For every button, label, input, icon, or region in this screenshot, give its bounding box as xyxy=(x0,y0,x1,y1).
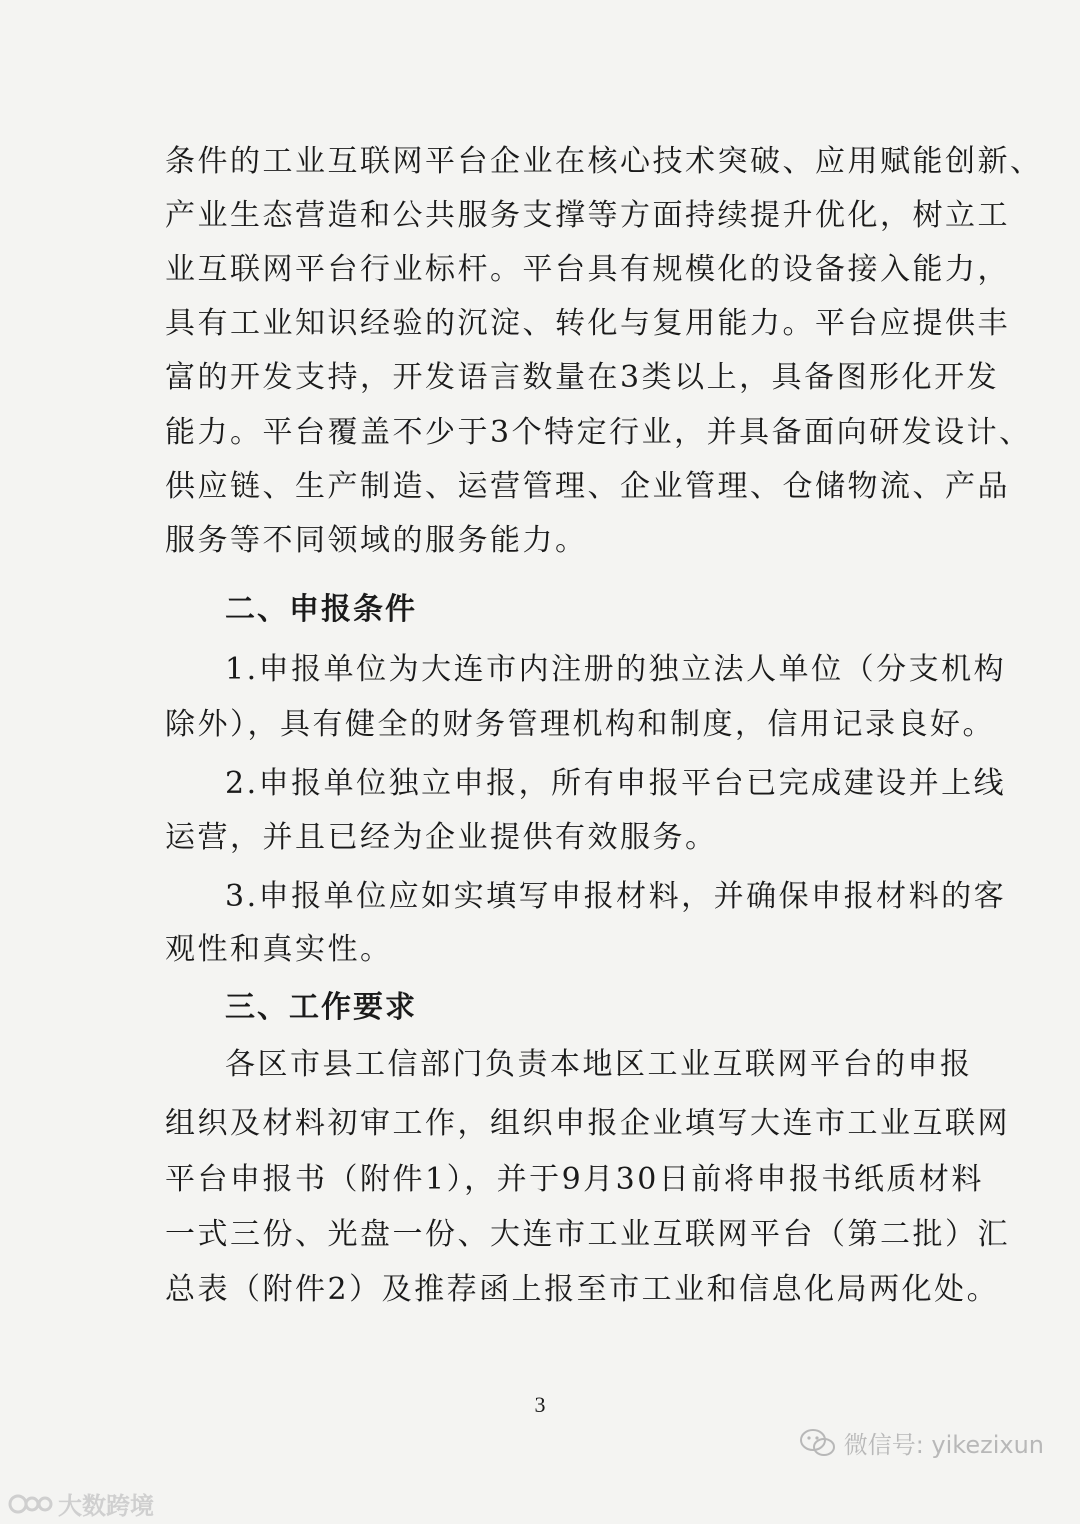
wechat-icon xyxy=(798,1427,838,1459)
body-text-line: 2.申报单位独立申报，所有申报平台已完成建设并上线 xyxy=(225,766,1007,801)
body-text-line: 总表（附件2）及推荐函上报至市工业和信息化局两化处。 xyxy=(165,1272,1000,1307)
brand-logo-icon xyxy=(8,1490,54,1518)
source-watermark-text: 大数跨境 xyxy=(58,1492,154,1520)
body-text-line: 3.申报单位应如实填写申报材料，并确保申报材料的客 xyxy=(225,879,1007,914)
body-text-line: 观性和真实性。 xyxy=(165,932,393,967)
body-text-line: 除外），具有健全的财务管理机构和制度，信用记录良好。 xyxy=(165,707,995,742)
body-text-line: 运营，并且已经为企业提供有效服务。 xyxy=(165,820,718,855)
body-text-line: 1.申报单位为大连市内注册的独立法人单位（分支机构 xyxy=(225,652,1007,687)
page-number: 3 xyxy=(534,1392,546,1417)
body-text-line: 服务等不同领域的服务能力。 xyxy=(165,523,588,558)
body-text-line: 富的开发支持，开发语言数量在3类以上，具备图形化开发 xyxy=(165,360,1000,395)
body-text-line: 组织及材料初审工作，组织申报企业填写大连市工业互联网 xyxy=(165,1106,1010,1141)
body-text-line: 业互联网平台行业标杆。平台具有规模化的设备接入能力， xyxy=(165,252,1010,287)
source-watermark xyxy=(8,1486,154,1521)
wechat-id-text: 微信号: yikezixun xyxy=(843,1431,1044,1459)
section-heading: 二、申报条件 xyxy=(225,592,417,627)
body-text-line: 供应链、生产制造、运营管理、企业管理、仓储物流、产品 xyxy=(165,469,1010,504)
body-text-line: 具有工业知识经验的沉淀、转化与复用能力。平台应提供丰 xyxy=(165,306,1010,341)
body-text-line: 条件的工业互联网平台企业在核心技术突破、应用赋能创新、 xyxy=(165,144,1043,179)
body-text-line: 平台申报书（附件1），并于9月30日前将申报书纸质材料 xyxy=(165,1162,984,1197)
body-text-line: 能力。平台覆盖不少于3个特定行业，并具备面向研发设计、 xyxy=(165,415,1032,450)
section-heading: 三、工作要求 xyxy=(225,990,417,1025)
body-text-line: 一式三份、光盘一份、大连市工业互联网平台（第二批）汇 xyxy=(165,1217,1010,1252)
body-text-line: 各区市县工信部门负责本地区工业互联网平台的申报 xyxy=(225,1047,973,1082)
wechat-watermark xyxy=(798,1425,1044,1460)
body-text-line: 产业生态营造和公共服务支撑等方面持续提升优化，树立工 xyxy=(165,198,1010,233)
